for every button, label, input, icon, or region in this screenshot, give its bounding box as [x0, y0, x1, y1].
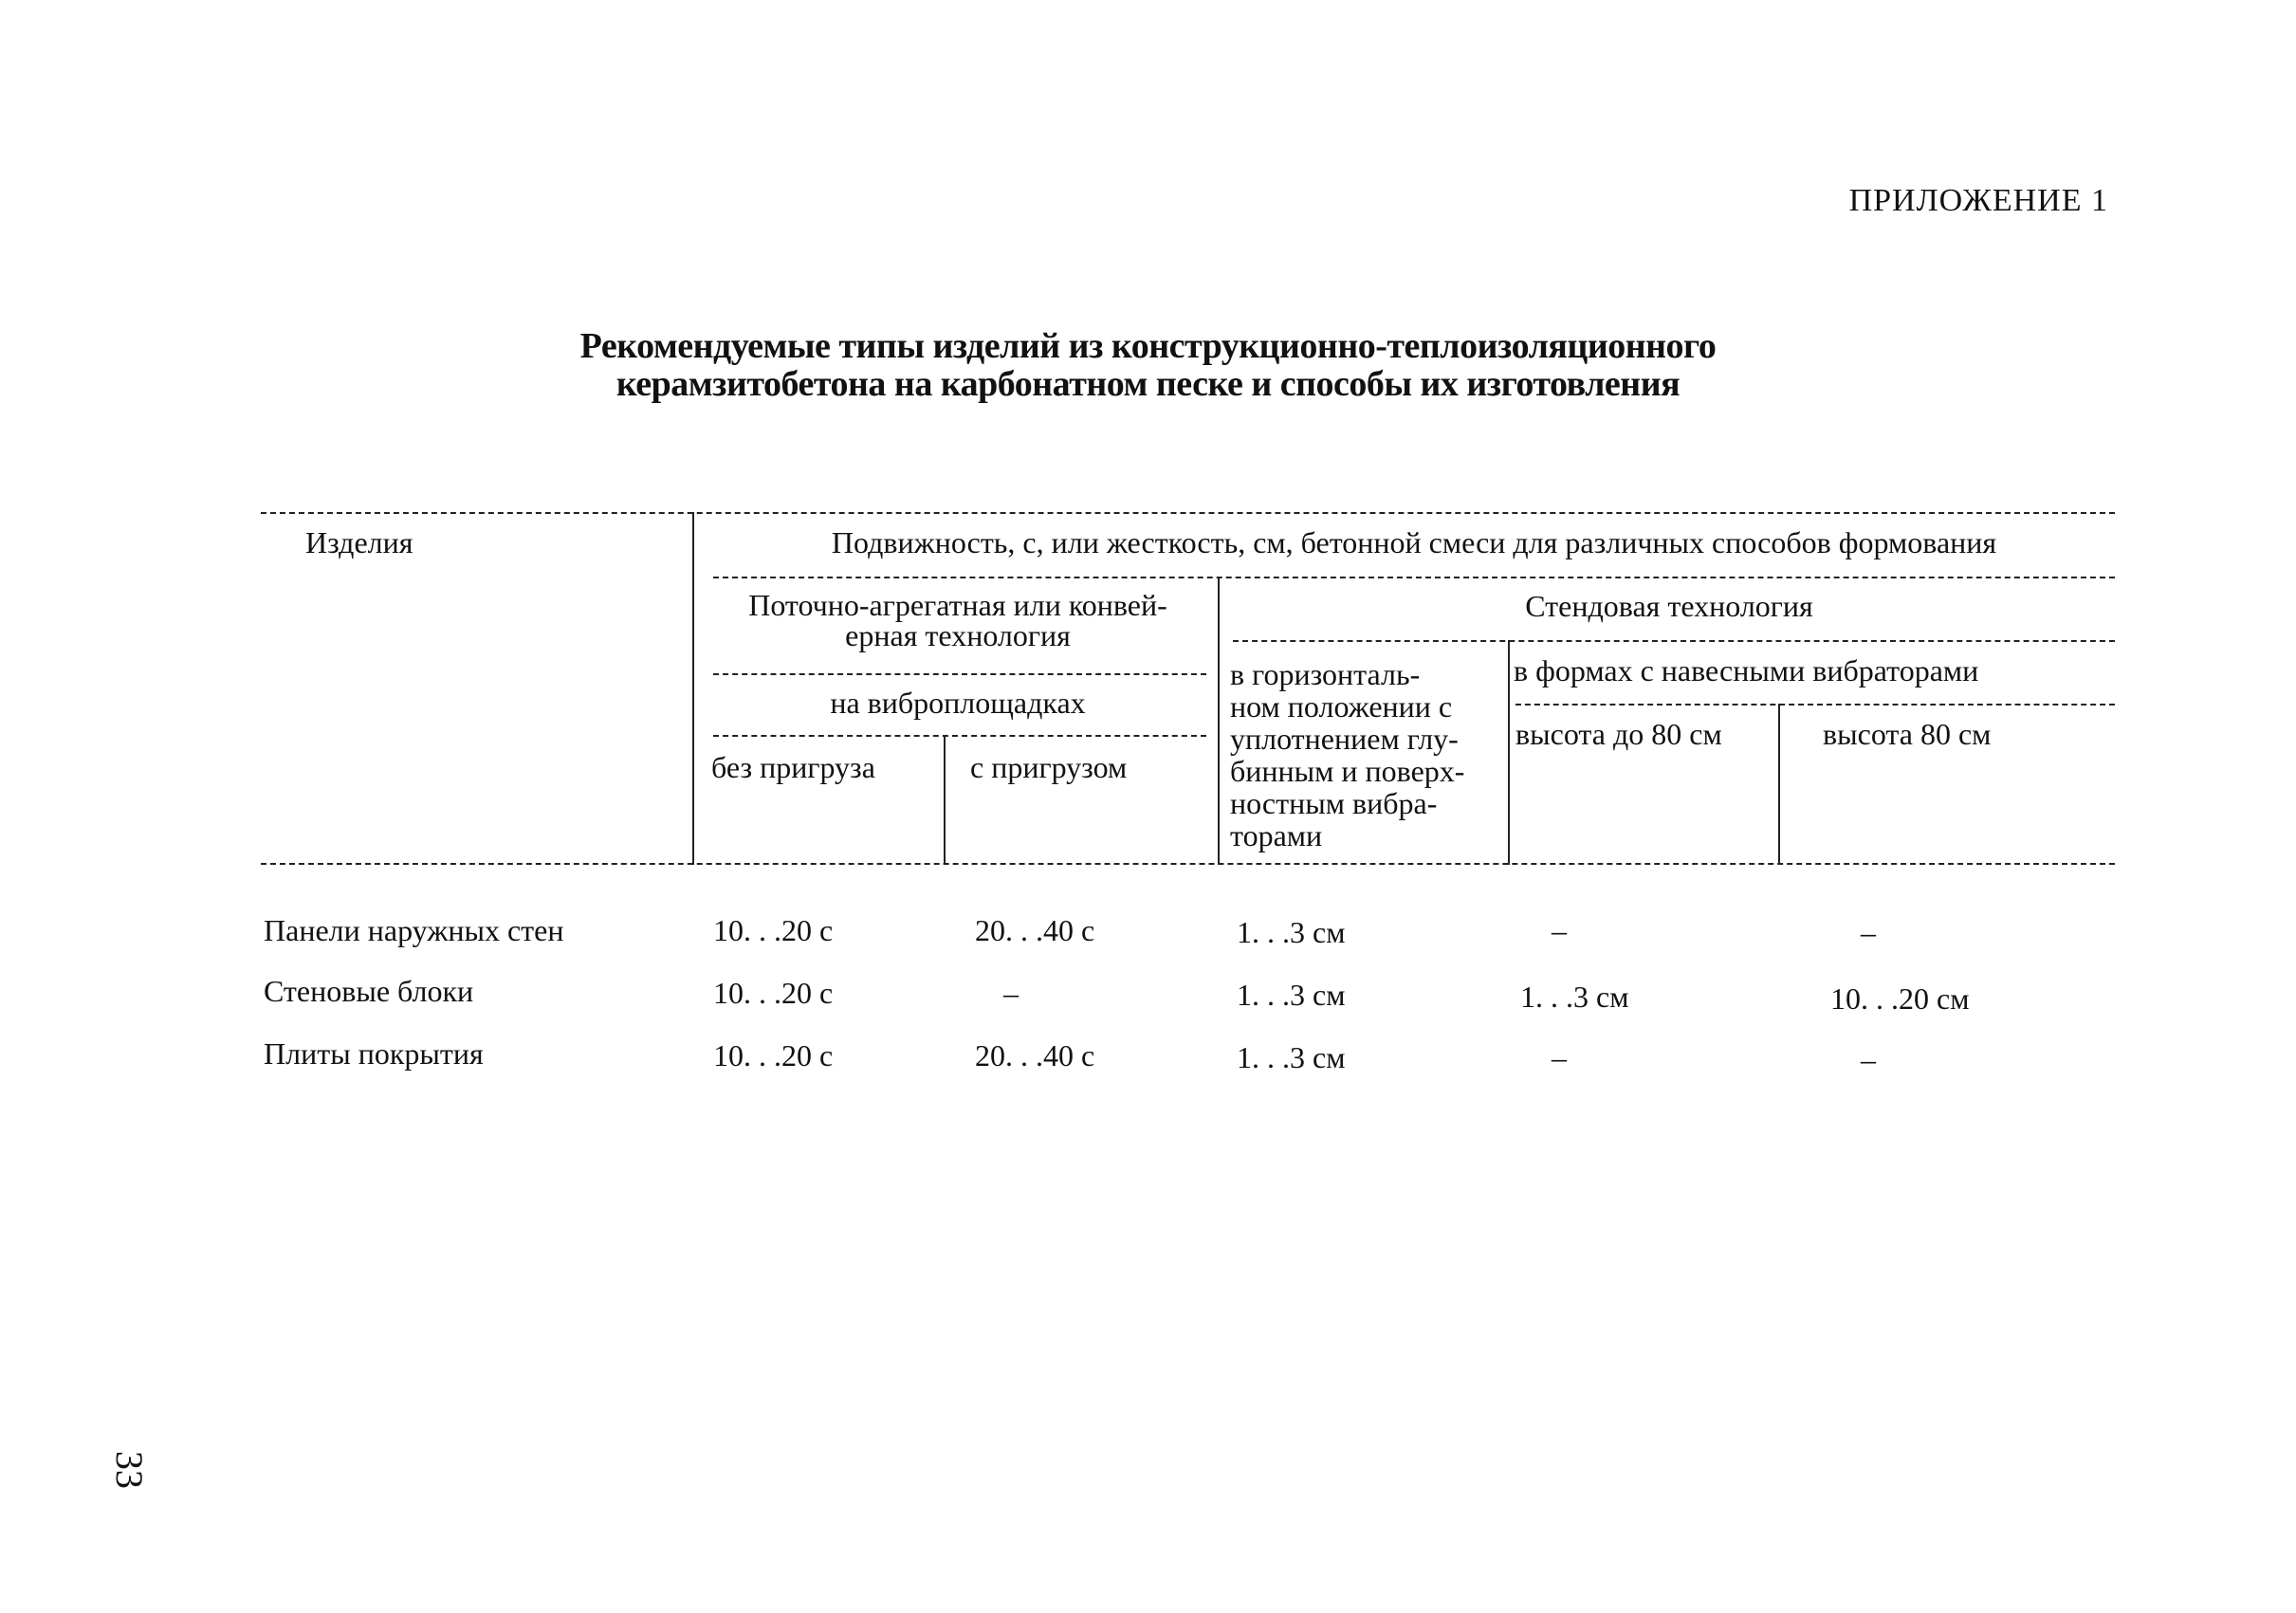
header-flow-line-2: ерная технология: [845, 618, 1071, 652]
header-no-load: без пригруза: [711, 750, 875, 784]
rule-under-forms: [1515, 704, 2115, 706]
row-product-name: Стеновые блоки: [264, 974, 474, 1008]
row-value: 1. . .3 см: [1237, 1040, 1346, 1074]
vline-horiz-forms: [1508, 640, 1510, 865]
table-top-rule: [261, 512, 2115, 514]
header-stand: Стендовая технология: [1525, 589, 1813, 623]
horiz-line-3: уплотнением глу-: [1230, 722, 1459, 756]
page-number: 33: [108, 1451, 151, 1489]
appendix-label: ПРИЛОЖЕНИЕ 1: [1848, 183, 2108, 218]
row-value: 10. . .20 с: [713, 976, 834, 1010]
vline-products: [692, 512, 694, 865]
header-mobility: Подвижность, с, или жесткость, см, бетонной смеси для различных способов формования: [831, 525, 1997, 559]
document-title: [0, 327, 2296, 403]
vline-flow-stand: [1218, 577, 1220, 865]
header-flow-line-1: Поточно-агрегатная или конвей-: [748, 588, 1167, 622]
row-value: –: [1552, 1040, 1567, 1074]
header-forms: в формах с навесными вибраторами: [1514, 653, 1979, 687]
header-height-80: высота 80 см: [1823, 717, 1992, 751]
row-value: 10. . .20 с: [713, 913, 834, 947]
title-line-1: Рекомендуемые типы изделий из конструкционно-теплоизоляционного: [579, 326, 1717, 366]
row-value: 20. . .40 с: [975, 1038, 1095, 1072]
row-product-name: Панели наружных стен: [264, 913, 564, 947]
header-with-load: с пригрузом: [970, 750, 1128, 784]
rule-under-vibro: [713, 735, 1206, 737]
horiz-line-4: бинным и поверх-: [1230, 754, 1465, 788]
header-vibro: на виброплощадках: [830, 686, 1086, 720]
horiz-line-1: в горизонталь-: [1230, 657, 1421, 691]
row-value: 10. . .20 см: [1830, 981, 1970, 1016]
row-value: 1. . .3 см: [1237, 978, 1346, 1012]
table-header-bottom-rule: [261, 863, 2115, 865]
row-value: –: [1552, 913, 1567, 947]
horiz-line-6: торами: [1230, 818, 1323, 852]
rule-under-mobility: [713, 577, 2115, 578]
row-value: –: [1861, 1042, 1876, 1076]
rule-under-stand: [1233, 640, 2115, 642]
header-products: Изделия: [305, 525, 413, 559]
row-product-name: Плиты покрытия: [264, 1036, 484, 1071]
horiz-line-2: ном положении с: [1230, 689, 1453, 724]
row-value: –: [1861, 915, 1876, 949]
row-value: 1. . .3 см: [1237, 915, 1346, 949]
header-horizontal: [1230, 658, 1464, 852]
rule-under-flow: [713, 673, 1206, 675]
row-value: –: [1003, 976, 1019, 1010]
header-flow: [702, 590, 1214, 651]
row-value: 1. . .3 см: [1520, 980, 1629, 1014]
header-height-under-80: высота до 80 см: [1515, 717, 1722, 751]
row-value: 20. . .40 с: [975, 913, 1095, 947]
horiz-line-5: ностным вибра-: [1230, 786, 1438, 820]
title-line-2: керамзитобетона на карбонатном песке и способы их изготовления: [615, 364, 1681, 404]
vline-load: [944, 735, 946, 865]
row-value: 10. . .20 с: [713, 1038, 834, 1072]
vline-heights: [1778, 704, 1780, 865]
